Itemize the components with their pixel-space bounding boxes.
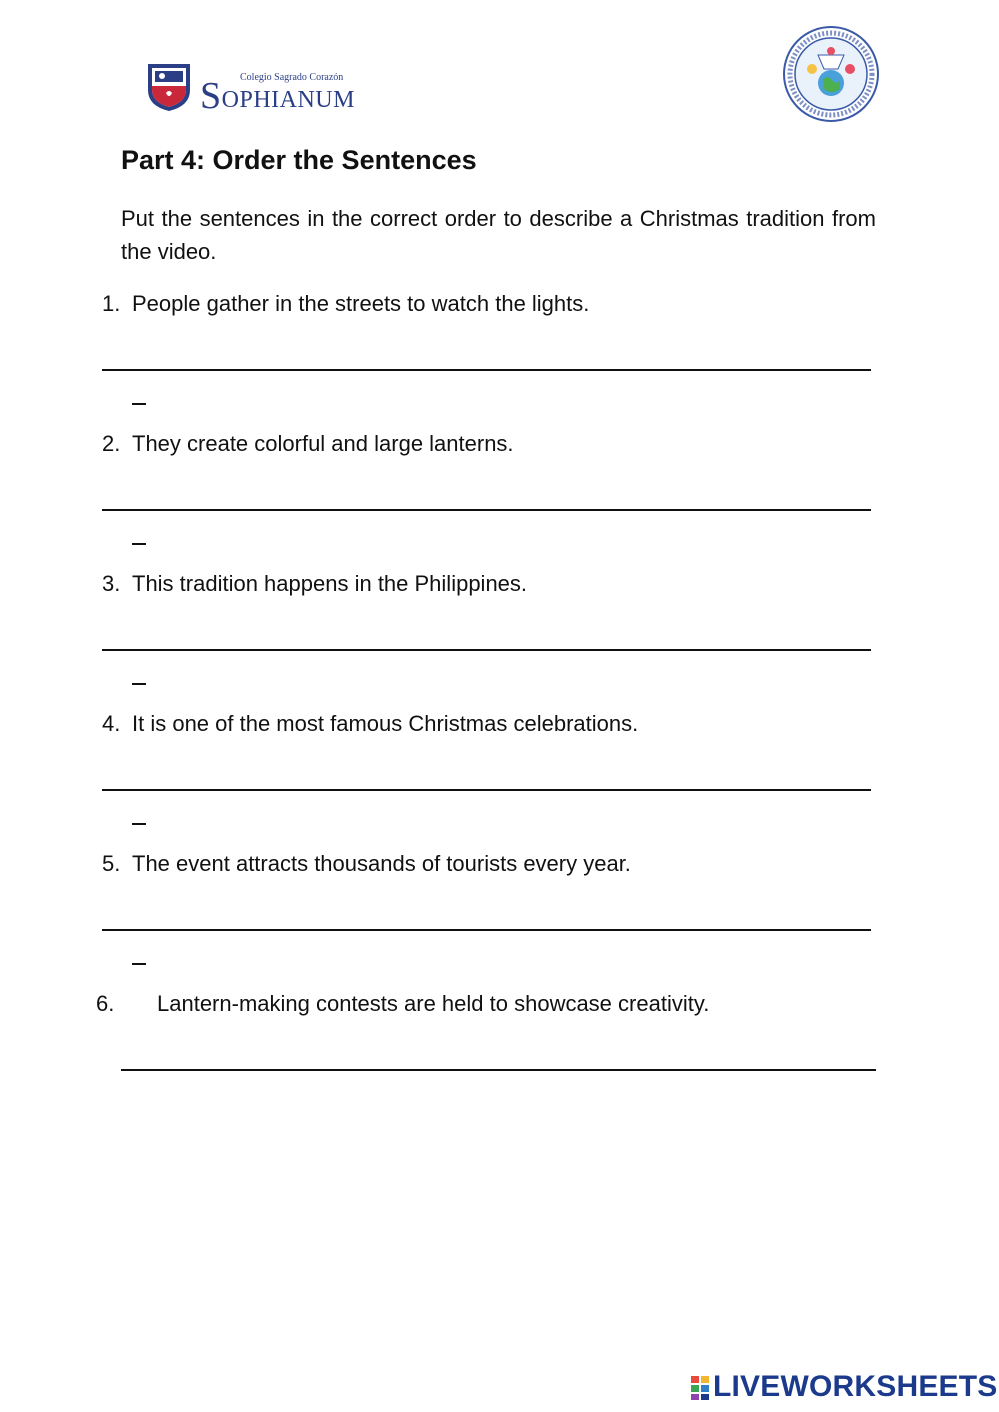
item-number: 2.: [102, 431, 121, 456]
school-subtitle: Colegio Sagrado Corazón: [240, 72, 344, 83]
answer-line[interactable]: [102, 929, 871, 931]
liveworksheets-grid-icon: [691, 1376, 709, 1400]
school-name-initial: S: [200, 75, 222, 117]
item-text: The event attracts thousands of tourists every year.: [132, 851, 631, 876]
instructions: Put the sentences in the correct order to describe a Christmas tradition from the video.: [121, 206, 876, 264]
answer-line[interactable]: [102, 649, 871, 651]
liveworksheets-logo: [691, 1370, 998, 1403]
answer-line-continuation: [132, 823, 146, 825]
answer-line-continuation: [132, 963, 146, 965]
item-text: It is one of the most famous Christmas celebrations.: [132, 711, 639, 736]
answer-line[interactable]: [102, 369, 871, 371]
item-number: 3.: [102, 571, 121, 596]
answer-line[interactable]: [102, 509, 871, 511]
item-text: This tradition happens in the Philippines.: [132, 571, 528, 596]
item-number: 5.: [102, 851, 121, 876]
answer-line[interactable]: [121, 1069, 876, 1071]
item-text: Lantern-making contests are held to showcase creativity.: [157, 991, 710, 1016]
item-text: People gather in the streets to watch the lights.: [132, 291, 590, 316]
answer-line-continuation: [132, 543, 146, 545]
school-logo: [146, 60, 356, 116]
item-number: 1.: [102, 291, 121, 316]
answer-line-continuation: [132, 403, 146, 405]
item-number: 4.: [102, 711, 121, 736]
section-title: Part 4: Order the Sentences: [121, 145, 477, 175]
item-text: They create colorful and large lanterns.: [132, 431, 514, 456]
item-number: 6.: [96, 991, 115, 1016]
school-emblem-icon: [782, 25, 880, 123]
liveworksheets-wordmark: LIVEWORKSHEETS: [713, 1370, 998, 1403]
school-shield-icon: [146, 60, 192, 112]
school-name-rest: OPHIANUM: [221, 87, 355, 113]
school-name: [200, 74, 355, 118]
answer-line-continuation: [132, 683, 146, 685]
answer-line[interactable]: [102, 789, 871, 791]
